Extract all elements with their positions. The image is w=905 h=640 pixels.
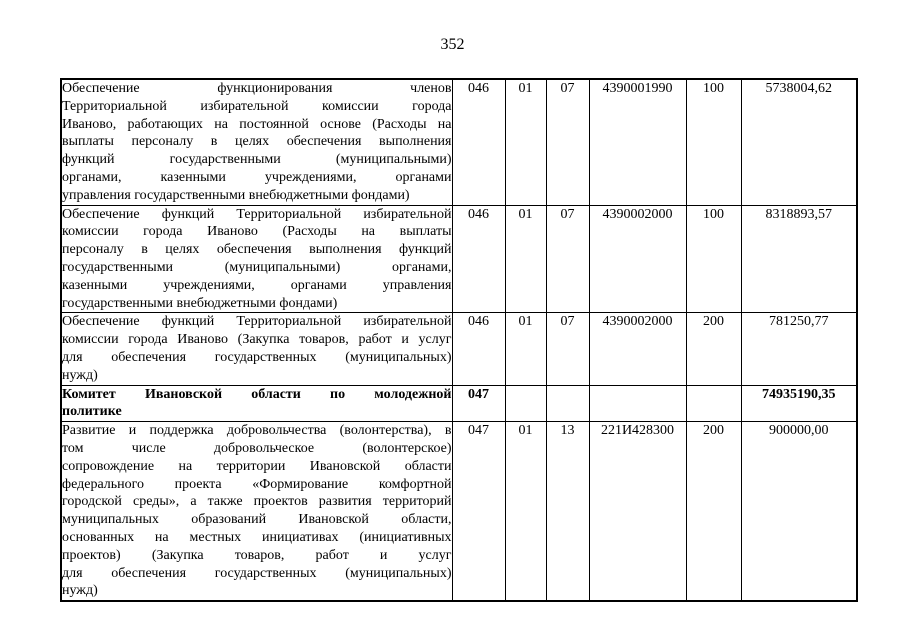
description-line: комиссии города Иваново (Закупка товаров, работ и услуг: [62, 332, 452, 348]
cell-amount: 781250,77: [741, 313, 857, 385]
table-row: [61, 422, 857, 601]
cell-ppp: 047: [452, 385, 505, 422]
description-line: государственными внебюджетными фондами): [62, 295, 338, 311]
cell-amount: 900000,00: [741, 422, 857, 601]
cell-csr: 221И428300: [589, 422, 686, 601]
description-line: сопровождение на территории Ивановской области: [62, 458, 452, 474]
description-line: функций государственными (муниципальными): [62, 152, 452, 168]
description-line: федерального проекта «Формирование комфортной: [62, 476, 452, 492]
cell-csr: 4390002000: [589, 205, 686, 313]
cell-ppp: 047: [452, 422, 505, 601]
cell-ppp: 046: [452, 205, 505, 313]
cell-ppp: 046: [452, 79, 505, 205]
cell-description: [61, 313, 452, 385]
cell-vr: 200: [686, 422, 741, 601]
cell-description: [61, 422, 452, 601]
cell-amount: 8318893,57: [741, 205, 857, 313]
description-line: основанных на местных инициативах (инициативных: [62, 529, 452, 545]
description-line: Комитет Ивановской области по молодежной: [62, 386, 452, 402]
cell-vr: 100: [686, 205, 741, 313]
cell-pr: [546, 385, 589, 422]
description-line: политике: [62, 404, 122, 420]
cell-rz: 01: [505, 205, 546, 313]
cell-pr: 07: [546, 79, 589, 205]
table-row: [61, 79, 857, 205]
description-line: для обеспечения государственных (муниципальных): [62, 349, 452, 365]
description-line: выплаты персоналу в целях обеспечения выполнения: [62, 134, 452, 150]
cell-rz: 01: [505, 79, 546, 205]
budget-table-body: [61, 79, 857, 601]
cell-pr: 13: [546, 422, 589, 601]
description-line: том числе добровольческое (волонтерское): [62, 440, 452, 456]
budget-table: [60, 78, 858, 602]
description-line: комиссии города Иваново (Расходы на выплаты: [62, 224, 452, 240]
description-line: управления государственными внебюджетными фондами): [62, 187, 410, 203]
description-line: государственными (муниципальными) органами,: [62, 259, 452, 275]
cell-amount: 74935190,35: [741, 385, 857, 422]
description-line: Обеспечение функций Территориальной избирательной: [62, 314, 452, 330]
description-line: городской среды», а также проектов развития территорий: [62, 494, 452, 510]
cell-description: [61, 79, 452, 205]
description-line: для обеспечения государственных (муниципальных): [62, 565, 452, 581]
description-line: органами, казенными учреждениями, органами: [62, 169, 452, 185]
table-row: [61, 385, 857, 422]
description-line: Территориальной избирательной комиссии города: [62, 98, 452, 114]
page-number: 352: [440, 36, 465, 53]
cell-ppp: 046: [452, 313, 505, 385]
cell-csr: 4390001990: [589, 79, 686, 205]
cell-csr: 4390002000: [589, 313, 686, 385]
description-line: Обеспечение функций Территориальной избирательной: [62, 206, 452, 222]
cell-vr: 100: [686, 79, 741, 205]
description-line: нужд): [62, 583, 98, 599]
cell-vr: [686, 385, 741, 422]
cell-amount: 5738004,62: [741, 79, 857, 205]
cell-rz: [505, 385, 546, 422]
cell-description: [61, 385, 452, 422]
cell-description: [61, 205, 452, 313]
cell-pr: 07: [546, 205, 589, 313]
description-line: Обеспечение функционирования членов: [62, 81, 452, 96]
cell-csr: [589, 385, 686, 422]
description-line: проектов) (Закупка товаров, работ и услуг: [62, 547, 452, 563]
description-line: Иваново, работающих на постоянной основе (Расходы на: [62, 116, 452, 132]
description-line: муниципальных образований Ивановской области,: [62, 512, 452, 528]
cell-pr: 07: [546, 313, 589, 385]
cell-rz: 01: [505, 422, 546, 601]
description-line: Развитие и поддержка добровольчества (волонтерства), в: [62, 423, 452, 439]
description-line: казенными учреждениями, органами управления: [62, 277, 452, 293]
table-row: [61, 313, 857, 385]
cell-vr: 200: [686, 313, 741, 385]
table-row: [61, 205, 857, 313]
cell-rz: 01: [505, 313, 546, 385]
description-line: персоналу в целях обеспечения выполнения функций: [62, 242, 452, 258]
description-line: нужд): [62, 367, 98, 383]
